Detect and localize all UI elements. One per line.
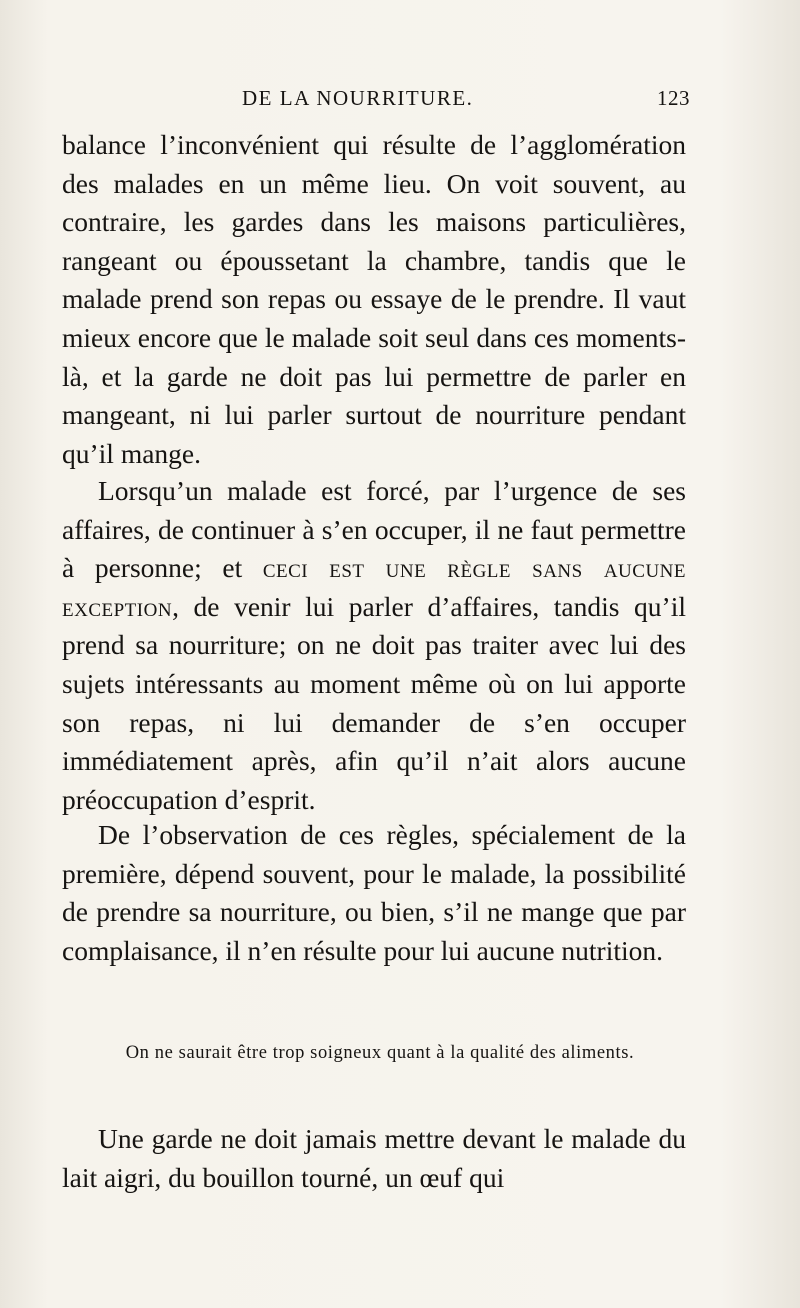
page-number: 123 bbox=[657, 86, 690, 110]
paragraph-3 bbox=[62, 816, 686, 970]
paragraph-4-text: Une garde ne doit jamais mettre devant le malade du lait aigri, du bouillon tourné, un œuf qui bbox=[62, 1123, 686, 1193]
paragraph-2-emphasis: ceci est une règle sans aucune exception bbox=[62, 552, 686, 622]
paragraph-1-text: balance l’inconvénient qui résulte de l’agglomération des malades en un même lieu. On voit souvent, au contraire, les gardes dans les maisons particulières, rangeant ou époussetant la chambre, tandis que le malade prend son repas ou essaye de le prendre. Il vaut mieux encore que le malade soit seul dans ces moments-là, et la garde ne doit pas lui permettre de parler en mangeant, ni lui parler surtout de nourriture pendant qu’il mange. bbox=[62, 129, 686, 469]
page-header bbox=[60, 86, 690, 116]
section-subheading: On ne saurait être trop soigneux quant à la qualité des aliments. bbox=[125, 1043, 635, 1063]
paragraph-2 bbox=[62, 472, 686, 819]
paragraph-3-text: De l’observation de ces règles, spécialement de la première, dépend souvent, pour le malade, la possibilité de prendre sa nourriture, ou bien, s’il ne mange que par complaisance, il n’en résulte pour lui aucune nutrition. bbox=[62, 819, 686, 966]
paragraph-2-text bbox=[62, 472, 686, 819]
running-title: DE LA NOURRITURE. bbox=[242, 86, 474, 110]
paragraph-2-tail: , de venir lui parler d’affaires, tandis qu’il prend sa nourriture; on ne doit pas traiter avec lui des sujets intéressants au moment même où on lui apporte son repas, ni lui demander de s’en occuper immédiatement après, afin qu’il n’ait alors aucune préoccupation d’esprit. bbox=[62, 590, 686, 815]
paragraph-4 bbox=[62, 1120, 686, 1197]
paragraph-1 bbox=[62, 126, 686, 473]
paragraph-2-lead: Lorsqu’un malade est forcé, par l’urgence de ses affaires, de continuer à s’en occuper, il ne faut permettre à personne; et bbox=[62, 475, 686, 584]
